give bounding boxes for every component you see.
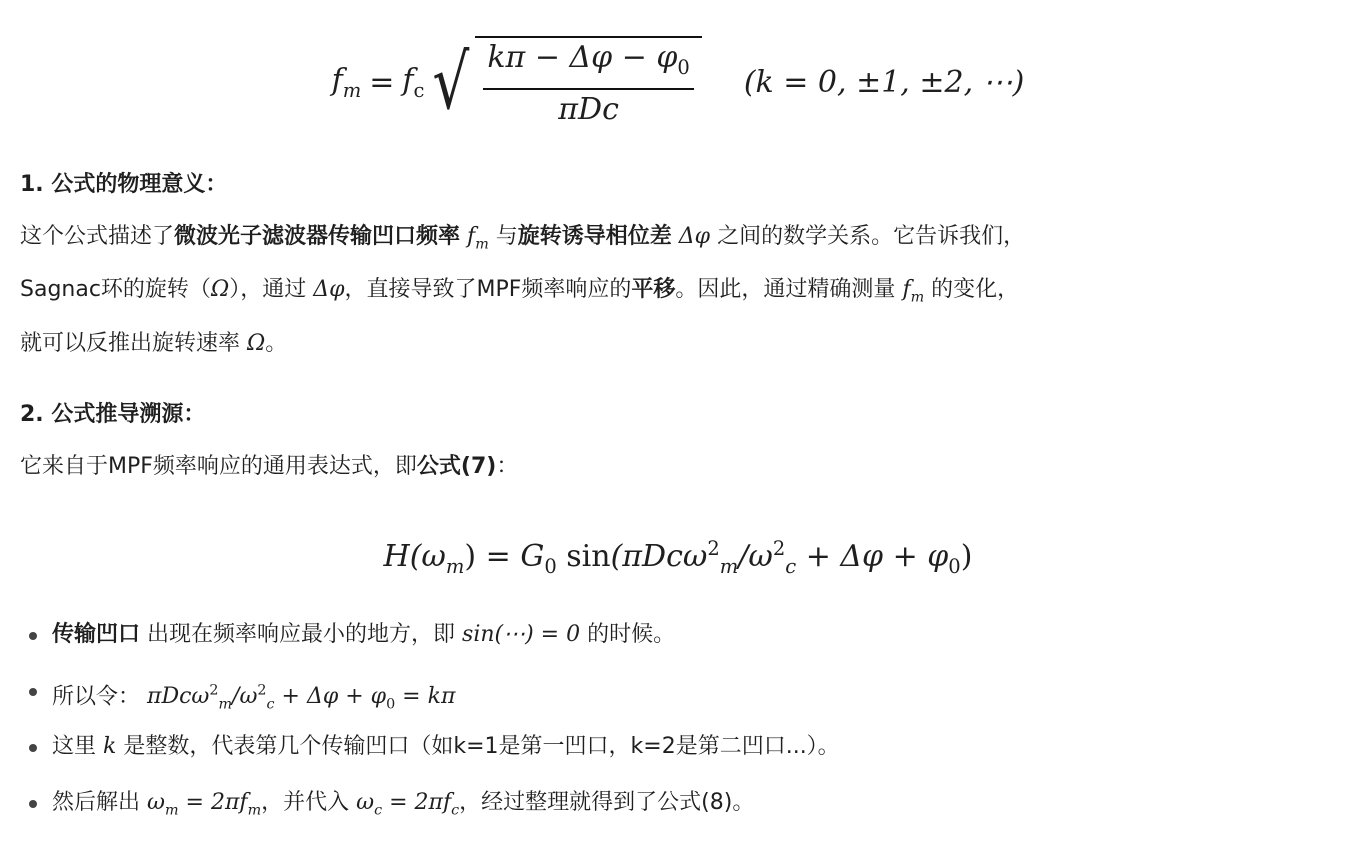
- section-2-heading: 2. 公式推导溯源：: [20, 402, 206, 427]
- formula-7: $H(\omega_m) = G_0$ $\sin(\pi Dc\omega^2_m/\omega^2_c + \Delta\varphi + \varphi_0)$: [383, 537, 973, 578]
- sqrt-symbol-icon: √: [432, 37, 470, 127]
- list-item: 所以令： $\pi Dc\omega^2_m/\omega^2_c + \Delta\varphi + \varphi_0 = k\pi$: [20, 668, 1336, 714]
- section-1-heading: 1. 公式的物理意义：: [20, 172, 228, 197]
- formula-8-equals: =: [369, 64, 395, 100]
- list-item: 然后解出 $\omega_m = 2\pi f_m$，并代入 $\omega_c = 2\pi f_c$，经过整理就得到了公式(8)。: [20, 780, 1336, 826]
- section-1-paragraph: [20, 214, 1336, 367]
- section-1-line-3: 就可以反推出旋转速率 Ω。: [20, 330, 288, 356]
- bullet-dot-icon: [29, 800, 37, 808]
- formula-8-fraction: [475, 40, 701, 128]
- formula-8-display: [20, 36, 1336, 126]
- formula-7-display: [20, 524, 1336, 578]
- bullet-dot-icon: [29, 632, 37, 640]
- derivation-bullet-list: [20, 612, 1336, 836]
- list-item: 传输凹口 出现在频率响应最小的地方，即 sin(⋯) = 0 的时候。: [20, 612, 1336, 658]
- formula-8-range: (k = 0, ±1, ±2, ⋯): [743, 64, 1025, 100]
- bullet-dot-icon: [29, 744, 37, 752]
- bullet-dot-icon: [29, 688, 37, 696]
- formula-8-denominator: πDc: [558, 92, 619, 127]
- formula-8-lhs: $f_m$: [331, 62, 362, 102]
- formula-8-numerator: $k\pi - \Delta\varphi - \varphi_0$: [483, 40, 693, 90]
- section-2-paragraph: 它来自于MPF频率响应的通用表达式，即公式(7)：: [20, 454, 519, 479]
- sqrt-radicand: [475, 36, 701, 128]
- formula-8-fc: $f_c$: [402, 62, 425, 102]
- section-1-line-2: Sagnac环的旋转（Ω），通过 Δφ，直接导致了MPF频率响应的平移。因此，通过精确测量 $f_m$ 的变化，: [20, 277, 1020, 306]
- section-1-line-1: 这个公式描述了微波光子滤波器传输凹口频率 $f_m$ 与旋转诱导相位差 Δφ 之间的数学关系。它告诉我们，: [20, 224, 1026, 253]
- formula-8: [332, 36, 1025, 128]
- document-page: [20, 0, 1336, 854]
- list-item: 这里 k 是整数，代表第几个传输凹口（如k=1是第一凹口，k=2是第二凹口...）。: [20, 724, 1336, 770]
